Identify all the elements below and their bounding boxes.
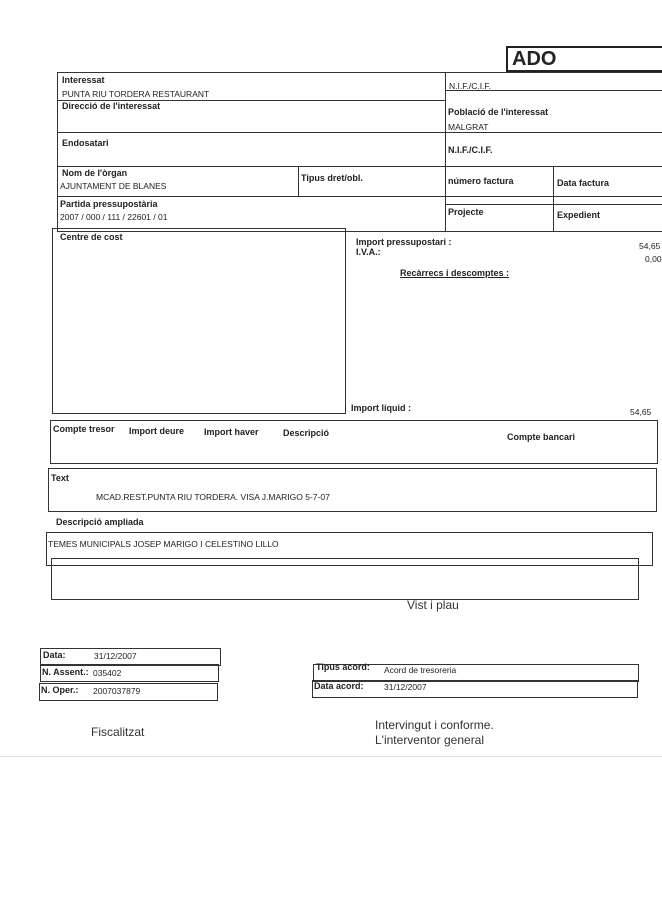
- data-label: Data:: [43, 650, 66, 660]
- iva-label: I.V.A.:: [356, 247, 381, 257]
- import-liquid-value: 54,65: [630, 407, 652, 417]
- direccio-label: Direcció de l'interessat: [62, 101, 161, 111]
- recarrecs-label: Recàrrecs i descomptes :: [400, 268, 510, 278]
- grid-line: [57, 132, 662, 133]
- organ-label: Nom de l'òrgan: [62, 168, 128, 178]
- oper-value: 2007037879: [93, 686, 141, 696]
- grid-line: [298, 166, 299, 196]
- scan-edge: [0, 756, 662, 757]
- nif-top-label: N.I.F./C.I.F.: [449, 81, 492, 91]
- data-value: 31/12/2007: [94, 651, 137, 661]
- text-box: [48, 468, 657, 512]
- organ-value: AJUNTAMENT DE BLANES: [60, 181, 167, 191]
- expedient-label: Expedient: [557, 210, 601, 220]
- compte-tresor-label: Compte tresor: [53, 424, 115, 434]
- data-factura-label: Data factura: [557, 178, 610, 188]
- document-code-box: [506, 46, 662, 72]
- assent-label: N. Assent.:: [42, 667, 89, 677]
- tipus-acord-value: Acord de tresoreria: [384, 665, 457, 675]
- import-pressupostari-value: 54,65: [639, 241, 661, 251]
- poblacio-value: MALGRAT: [448, 122, 489, 132]
- partida-label: Partida pressupostària: [60, 199, 158, 209]
- grid-line: [57, 166, 662, 167]
- intervingut-label: Intervingut i conforme.: [375, 718, 494, 732]
- iva-value: 0,00: [645, 254, 662, 264]
- interessat-label: Interessat: [62, 75, 105, 85]
- centre-cost-box: [52, 228, 346, 414]
- empty-box: [51, 558, 639, 600]
- document-code: ADO: [512, 48, 557, 70]
- text-value: MCAD.REST.PUNTA RIU TORDERA. VISA J.MARIGO 5-7-07: [96, 492, 330, 502]
- grid-line: [445, 166, 446, 232]
- compte-bancari-label: Compte bancari: [507, 432, 576, 442]
- tipus-dret-label: Tipus dret/obl.: [301, 173, 363, 183]
- import-haver-label: Import haver: [204, 427, 259, 437]
- import-pressupostari-label: Import pressupostari :: [356, 237, 452, 247]
- poblacio-label: Població de l'interessat: [448, 107, 549, 117]
- grid-line: [445, 72, 446, 132]
- centre-cost-label: Centre de cost: [60, 232, 123, 242]
- import-liquid-label: Import líquid :: [351, 403, 411, 413]
- text-label: Text: [51, 473, 69, 483]
- fiscalitzat-label: Fiscalitzat: [91, 725, 145, 739]
- import-deure-label: Import deure: [129, 426, 185, 436]
- assent-value: 035402: [93, 668, 122, 678]
- numero-factura-label: número factura: [448, 176, 514, 186]
- grid-line: [445, 132, 446, 166]
- endosatari-label: Endosatari: [62, 138, 109, 148]
- grid-line: [553, 166, 554, 232]
- interessat-value: PUNTA RIU TORDERA RESTAURANT: [62, 89, 210, 99]
- interventor-label: L'interventor general: [375, 733, 485, 747]
- oper-label: N. Oper.:: [41, 685, 79, 695]
- grid-line: [57, 196, 662, 197]
- descripcio-label: Descripció: [283, 428, 330, 438]
- descripcio-ampliada-label: Descripció ampliada: [56, 517, 144, 527]
- projecte-label: Projecte: [448, 207, 484, 217]
- partida-value: 2007 / 000 / 111 / 22601 / 01: [60, 212, 168, 222]
- tipus-acord-label: Tipus acord:: [316, 662, 370, 672]
- vist-i-plau: Vist i plau: [407, 598, 459, 612]
- data-acord-value: 31/12/2007: [384, 682, 427, 692]
- descripcio-ampliada-value: TEMES MUNICIPALS JOSEP MARIGO I CELESTINO LILLO: [48, 539, 279, 549]
- data-acord-label: Data acord:: [314, 681, 364, 691]
- nif-endosatari-label: N.I.F./C.I.F.: [448, 145, 493, 155]
